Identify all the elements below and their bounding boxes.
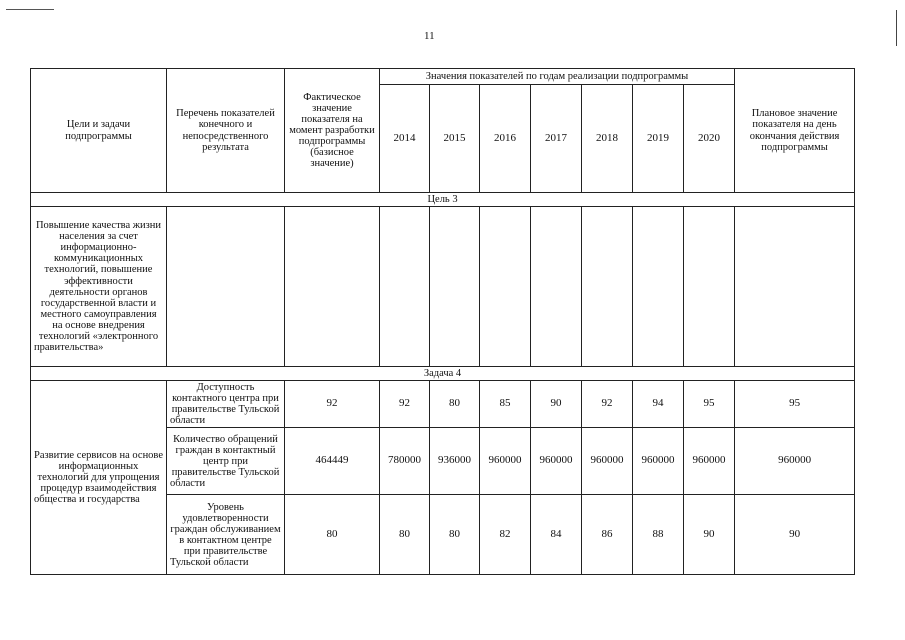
year-value: 90 — [531, 381, 582, 428]
empty-cell — [480, 207, 531, 367]
year-value: 92 — [380, 381, 430, 428]
year-value: 86 — [582, 495, 633, 575]
goal-text: Повышение качества жизни населения за счет информационно-коммуникационных технологий, повышение эффективности деятельности органов государственной власти и местного самоуправления на основе внедрения технологий «электронного правительства» — [31, 207, 167, 367]
empty-cell — [430, 207, 480, 367]
planned-value: 960000 — [735, 428, 855, 495]
header-row-1 — [31, 69, 855, 85]
empty-cell — [633, 207, 684, 367]
year-header: 2018 — [582, 85, 633, 193]
table-row — [31, 381, 855, 428]
year-value: 84 — [531, 495, 582, 575]
indicator-name: Доступность контактного центра при правительстве Тульской области — [167, 381, 285, 428]
planned-value: 95 — [735, 381, 855, 428]
base-value: 464449 — [285, 428, 380, 495]
page-number: 11 — [424, 30, 435, 42]
year-value: 82 — [480, 495, 531, 575]
goal-row — [31, 207, 855, 367]
year-value: 960000 — [531, 428, 582, 495]
goal-label: Цель 3 — [31, 193, 855, 207]
year-value: 95 — [684, 381, 735, 428]
year-value: 960000 — [480, 428, 531, 495]
header-planned-value: Плановое значение показателя на день окончания действия подпрограммы — [735, 69, 855, 193]
right-edge-rule — [896, 10, 897, 46]
indicator-name: Количество обращений граждан в контактный центр при правительстве Тульской области — [167, 428, 285, 495]
year-value: 94 — [633, 381, 684, 428]
empty-cell — [684, 207, 735, 367]
empty-cell — [582, 207, 633, 367]
year-value: 90 — [684, 495, 735, 575]
year-header: 2020 — [684, 85, 735, 193]
header-indicators: Перечень показателей конечного и непосредственного результата — [167, 69, 285, 193]
empty-cell — [735, 207, 855, 367]
year-value: 80 — [430, 495, 480, 575]
year-value: 960000 — [582, 428, 633, 495]
year-header: 2017 — [531, 85, 582, 193]
year-value: 92 — [582, 381, 633, 428]
indicators-table — [30, 68, 855, 575]
year-value: 960000 — [633, 428, 684, 495]
header-goals: Цели и задачи подпрограммы — [31, 69, 167, 193]
empty-cell — [380, 207, 430, 367]
goal-label-row — [31, 193, 855, 207]
year-header: 2014 — [380, 85, 430, 193]
year-value: 80 — [430, 381, 480, 428]
planned-value: 90 — [735, 495, 855, 575]
year-header: 2019 — [633, 85, 684, 193]
top-left-rule — [6, 9, 54, 10]
task-label-row — [31, 367, 855, 381]
base-value: 92 — [285, 381, 380, 428]
year-value: 88 — [633, 495, 684, 575]
empty-cell — [531, 207, 582, 367]
task-label: Задача 4 — [31, 367, 855, 381]
header-years-group: Значения показателей по годам реализации подпрограммы — [380, 69, 735, 85]
year-header: 2016 — [480, 85, 531, 193]
year-header: 2015 — [430, 85, 480, 193]
year-value: 960000 — [684, 428, 735, 495]
indicator-name: Уровень удовлетворенности граждан обслуживанием в контактном центре при правительстве Тульской области — [167, 495, 285, 575]
year-value: 936000 — [430, 428, 480, 495]
year-value: 85 — [480, 381, 531, 428]
task-text: Развитие сервисов на основе информационных технологий для упрощения процедур взаимодействия общества и государства — [31, 381, 167, 575]
year-value: 80 — [380, 495, 430, 575]
header-actual-value: Фактическое значение показателя на момент разработки подпрограммы (базисное значение) — [285, 69, 380, 193]
empty-cell — [167, 207, 285, 367]
year-value: 780000 — [380, 428, 430, 495]
empty-cell — [285, 207, 380, 367]
base-value: 80 — [285, 495, 380, 575]
